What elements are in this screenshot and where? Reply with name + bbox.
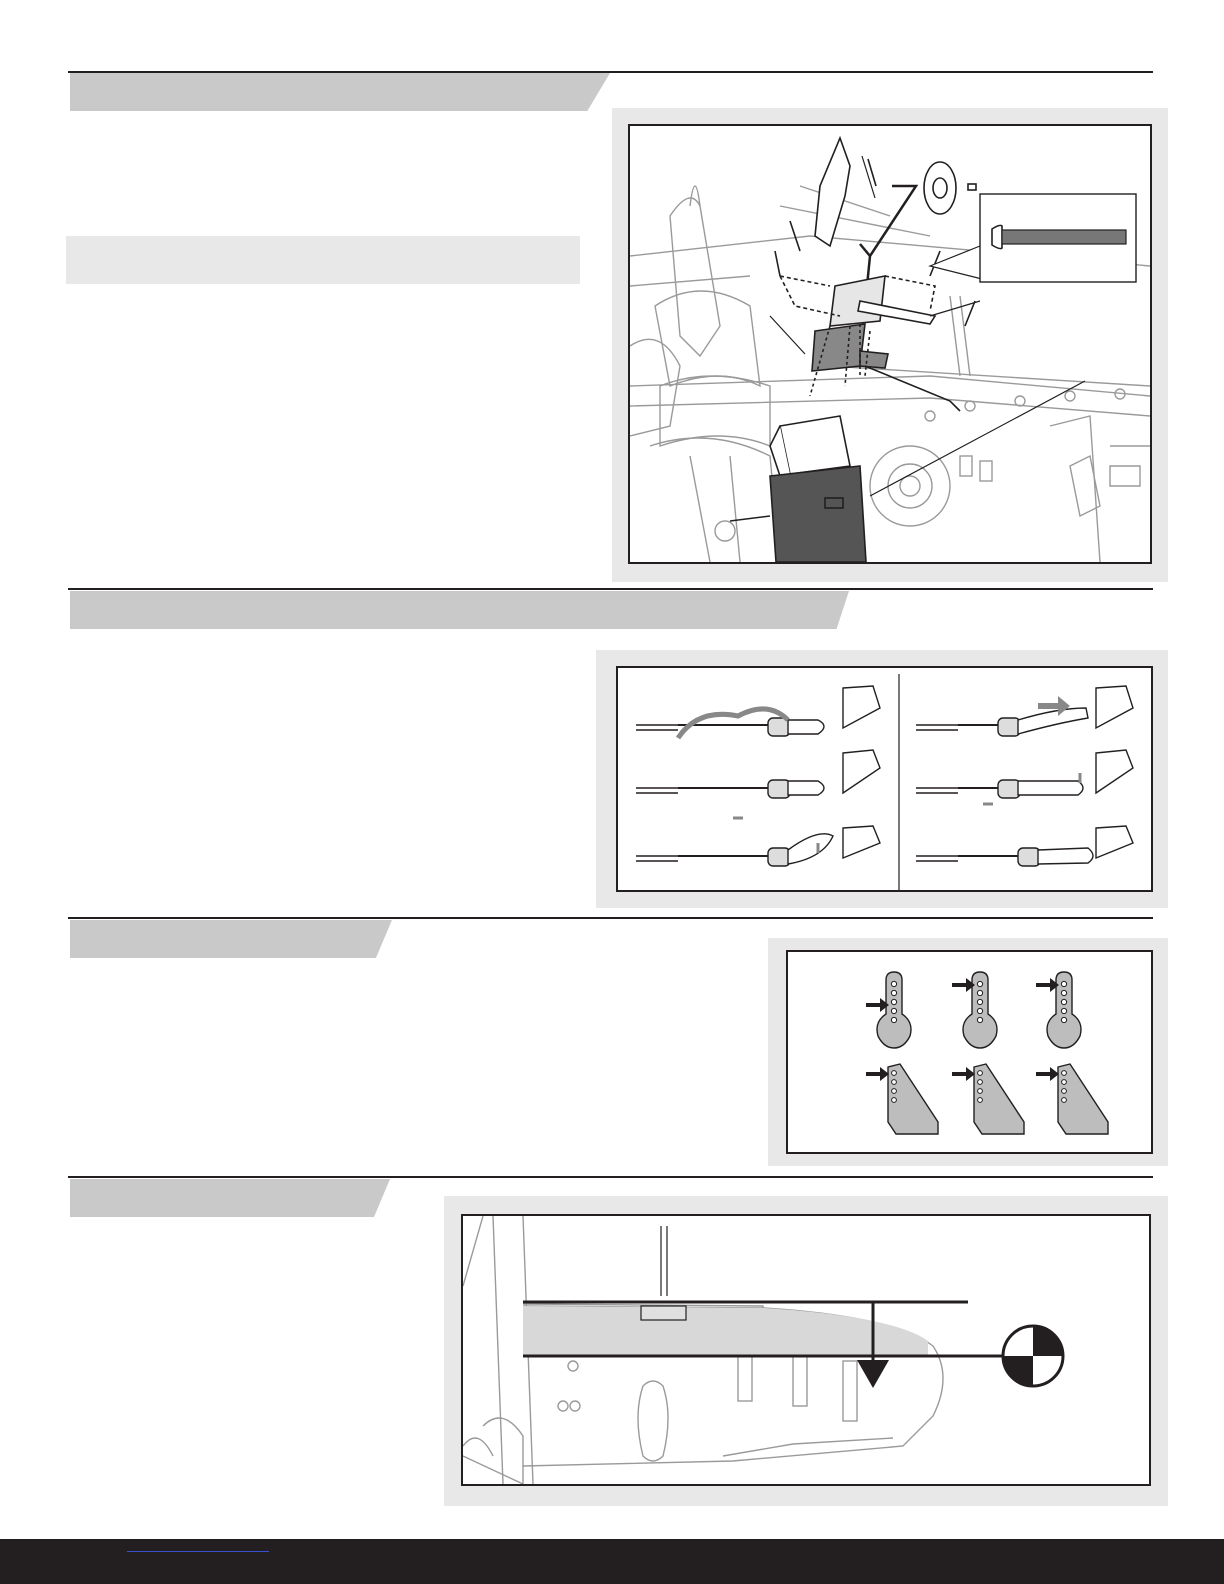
section-rule <box>68 588 1153 590</box>
cg-figure-panel <box>444 1196 1168 1506</box>
section-rule <box>68 917 1153 919</box>
retract-figure <box>628 124 1152 564</box>
section-heading-banner <box>70 591 849 629</box>
horn-holes-figure-panel <box>768 938 1168 1166</box>
horn-holes-illustration <box>788 952 1151 1152</box>
section-heading-banner <box>70 73 610 111</box>
section-rule <box>68 71 1153 73</box>
retract-illustration <box>630 126 1150 562</box>
subheading-bar <box>66 236 580 284</box>
clevis-illustration <box>618 668 1151 890</box>
section-heading-banner <box>70 920 392 958</box>
page-footer <box>0 1539 1224 1584</box>
retract-figure-panel <box>612 108 1168 582</box>
horn-holes-figure <box>786 950 1153 1154</box>
clevis-figure-panel <box>596 650 1168 908</box>
cg-figure <box>461 1214 1151 1486</box>
section-heading-banner <box>70 1179 390 1217</box>
cg-illustration <box>463 1216 1149 1484</box>
clevis-figure <box>616 666 1153 892</box>
footer-link[interactable] <box>127 1551 269 1552</box>
section-rule <box>68 1176 1153 1178</box>
